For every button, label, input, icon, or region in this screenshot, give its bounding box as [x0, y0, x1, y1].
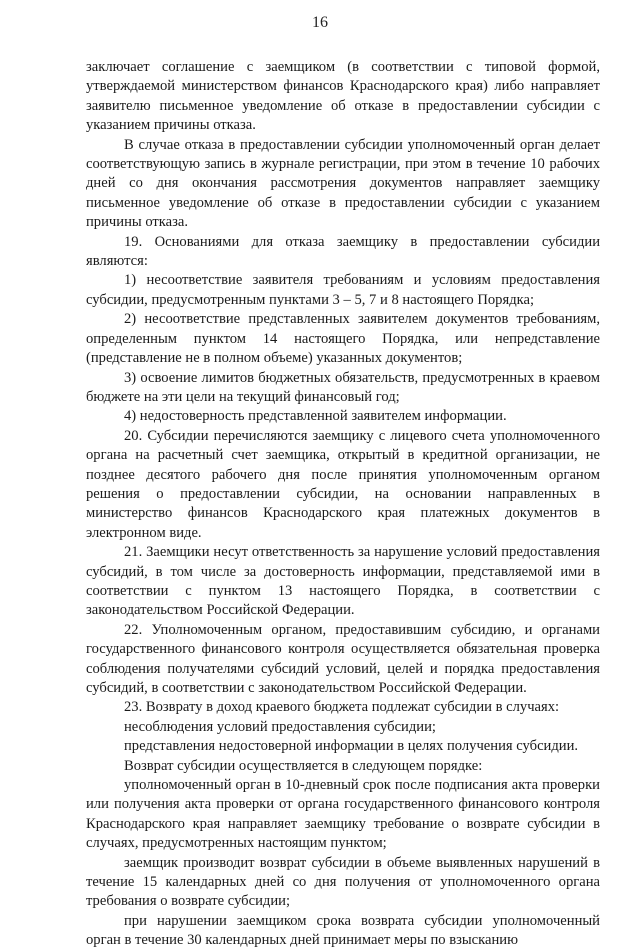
- page-number: 16: [312, 14, 328, 31]
- paragraph: Возврат субсидии осуществляется в следующем порядке:: [124, 757, 483, 774]
- paragraph: при нарушении заемщиком срока возврата субсидии уполномоченный орган в течение 30 календарных дней принимает меры по взысканию: [86, 912, 600, 949]
- paragraph: 22. Уполномоченным органом, предоставившим субсидию, и органами государственного финансового контроля осуществляется обязательная проверка соблюдения получателями субсидий условий, целей и порядка предоставления субсидий, в соответствии с законодательством Российской Федерации.: [86, 621, 600, 696]
- paragraph: уполномоченный орган в 10-дневный срок после подписания акта проверки или получения акта проверки от органа государственного финансового контроля Краснодарского края направляет заемщику требование о возврате субсидии в случаях, предусмотренных настоящим пунктом;: [86, 777, 600, 852]
- paragraph: несоблюдения условий предоставления субсидии;: [124, 718, 436, 735]
- paragraph: 4) недостоверность представленной заявителем информации.: [124, 408, 507, 425]
- paragraph: 2) несоответствие представленных заявителем документов требованиям, определенным пунктом 14 настоящего Порядка, или непредставление (представление не в полном объеме) указанных документов;: [86, 311, 600, 367]
- paragraph: 3) освоение лимитов бюджетных обязательств, предусмотренных в краевом бюджете на эти цели на текущий финансовый год;: [86, 369, 600, 405]
- paragraph: 23. Возврату в доход краевого бюджета подлежат субсидии в случаях:: [124, 699, 560, 716]
- paragraph: В случае отказа в предоставлении субсидии уполномоченный орган делает соответствующую запись в журнале регистрации, при этом в течение 10 рабочих дней со дня окончания рассмотрения документов направляет заемщику письменное уведомление об отказе в предоставлении субсидии с указанием причины отказа.: [86, 136, 600, 231]
- paragraph: 21. Заемщики несут ответственность за нарушение условий предоставления субсидий, в том числе за достоверность информации, представляемой ими в соответствии с пунктом 13 настоящего Порядка, в соответствии с законодательством Российской Федерации.: [86, 544, 600, 619]
- paragraph: представления недостоверной информации в целях получения субсидии.: [124, 738, 579, 755]
- paragraph: заключает соглашение с заемщиком (в соответствии с типовой формой, утверждаемой министерством финансов Краснодарского края) либо направляет заявителю письменное уведомление об отказе в предоставлении субсидии с указанием причины отказа.: [86, 59, 600, 134]
- paragraph: 1) несоответствие заявителя требованиям и условиям предоставления субсидии, предусмотренным пунктами 3 – 5, 7 и 8 настоящего Порядка;: [86, 272, 600, 308]
- paragraph: 19. Основаниями для отказа заемщику в предоставлении субсидии являются:: [86, 233, 600, 270]
- paragraph: 20. Субсидии перечисляются заемщику с лицевого счета уполномоченного органа на расчетный счет заемщика, открытый в кредитной организации, не позднее десятого рабочего дня после принятия уполномоченным органом решения о предоставлении субсидии, на основании направленных в министерство финансов Краснодарского края платежных документов в электронном виде.: [86, 427, 600, 541]
- document-body: [86, 58, 600, 951]
- paragraph: заемщик производит возврат субсидии в объеме выявленных нарушений в течение 15 календарных дней со дня получения от уполномоченного органа требования о возврате субсидии;: [86, 854, 600, 910]
